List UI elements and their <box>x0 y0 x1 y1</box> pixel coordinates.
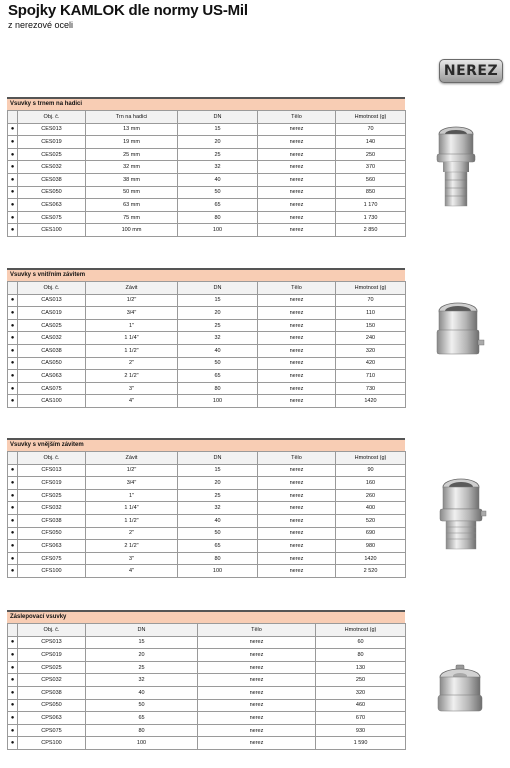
bullet-icon: ● <box>8 502 18 515</box>
table-cell: nerez <box>258 199 336 212</box>
bullet-icon: ● <box>8 527 18 540</box>
nerez-badge: NEREZ <box>439 59 503 83</box>
table-cell: nerez <box>198 649 316 662</box>
section-hose-tail <box>7 97 405 237</box>
table-cell: CPS013 <box>18 636 86 649</box>
column-header: Tělo <box>258 452 336 465</box>
table-row <box>8 489 406 502</box>
bullet-icon: ● <box>8 649 18 662</box>
product-table <box>7 623 406 750</box>
table-cell: nerez <box>258 294 336 307</box>
bullet-icon: ● <box>8 382 18 395</box>
table-cell: 150 <box>336 319 406 332</box>
table-cell: nerez <box>258 224 336 237</box>
table-cell: nerez <box>198 724 316 737</box>
table-cell: 25 <box>178 489 258 502</box>
table-row <box>8 712 406 725</box>
female-thread-adapter-image <box>433 302 487 358</box>
table-cell: 110 <box>336 307 406 320</box>
section-male-thread <box>7 438 405 578</box>
bullet-icon: ● <box>8 211 18 224</box>
table-row <box>8 674 406 687</box>
section-title: Vsuvky s trnem na hadici <box>7 97 405 110</box>
table-cell: nerez <box>258 464 336 477</box>
table-cell: CES063 <box>18 199 86 212</box>
table-cell: 2 1/2" <box>86 540 178 553</box>
table-cell: 100 <box>86 737 198 750</box>
bullet-icon: ● <box>8 540 18 553</box>
table-cell: 60 <box>316 636 406 649</box>
header-blank-cell <box>8 624 18 637</box>
table-cell: 3" <box>86 552 178 565</box>
table-cell: 1" <box>86 319 178 332</box>
column-header: Tělo <box>258 111 336 124</box>
table-cell: nerez <box>258 344 336 357</box>
table-row <box>8 395 406 408</box>
table-cell: 100 mm <box>86 224 178 237</box>
table-row <box>8 565 406 578</box>
table-cell: nerez <box>258 514 336 527</box>
table-cell: 20 <box>86 649 198 662</box>
table-cell: 20 <box>178 136 258 149</box>
product-table <box>7 451 406 578</box>
table-cell: nerez <box>258 370 336 383</box>
bullet-icon: ● <box>8 674 18 687</box>
bullet-icon: ● <box>8 186 18 199</box>
table-cell: 460 <box>316 699 406 712</box>
column-header: DN <box>86 624 198 637</box>
column-header: DN <box>178 452 258 465</box>
bullet-icon: ● <box>8 136 18 149</box>
table-cell: nerez <box>258 489 336 502</box>
table-row <box>8 540 406 553</box>
table-cell: nerez <box>198 636 316 649</box>
header-blank-cell <box>8 282 18 295</box>
table-cell: CFS032 <box>18 502 86 515</box>
table-cell: CES100 <box>18 224 86 237</box>
bullet-icon: ● <box>8 565 18 578</box>
table-cell: nerez <box>258 307 336 320</box>
table-cell: 32 <box>178 332 258 345</box>
table-header-row <box>8 282 406 295</box>
table-cell: nerez <box>258 552 336 565</box>
table-cell: CAS038 <box>18 344 86 357</box>
table-cell: nerez <box>258 173 336 186</box>
table-cell: 670 <box>316 712 406 725</box>
table-cell: 130 <box>316 661 406 674</box>
column-header: Obj. č. <box>18 624 86 637</box>
table-row <box>8 199 406 212</box>
table-cell: CAS075 <box>18 382 86 395</box>
table-cell: CAS019 <box>18 307 86 320</box>
table-row <box>8 148 406 161</box>
table-cell: nerez <box>198 712 316 725</box>
table-cell: 980 <box>336 540 406 553</box>
table-cell: 75 mm <box>86 211 178 224</box>
table-cell: CAS100 <box>18 395 86 408</box>
bullet-icon: ● <box>8 344 18 357</box>
header-blank-cell <box>8 452 18 465</box>
table-cell: 15 <box>86 636 198 649</box>
table-header-row <box>8 111 406 124</box>
table-cell: 70 <box>336 294 406 307</box>
table-cell: CES025 <box>18 148 86 161</box>
table-cell: 65 <box>178 199 258 212</box>
table-cell: CPS063 <box>18 712 86 725</box>
table-row <box>8 161 406 174</box>
table-row <box>8 477 406 490</box>
table-cell: 850 <box>336 186 406 199</box>
table-row <box>8 186 406 199</box>
table-cell: 25 <box>178 319 258 332</box>
table-header-row <box>8 624 406 637</box>
table-cell: 100 <box>178 224 258 237</box>
table-cell: 100 <box>178 565 258 578</box>
table-cell: CPS032 <box>18 674 86 687</box>
bullet-icon: ● <box>8 464 18 477</box>
bullet-icon: ● <box>8 199 18 212</box>
table-cell: 50 <box>178 357 258 370</box>
page-subtitle: z nerezové oceli <box>8 20 74 30</box>
table-cell: nerez <box>258 161 336 174</box>
table-cell: 25 <box>178 148 258 161</box>
table-row <box>8 123 406 136</box>
table-cell: 1" <box>86 489 178 502</box>
table-cell: 50 <box>86 699 198 712</box>
table-row <box>8 636 406 649</box>
column-header: Obj. č. <box>18 282 86 295</box>
table-cell: nerez <box>258 527 336 540</box>
column-header: Hmotnost (g) <box>336 452 406 465</box>
table-cell: 320 <box>336 344 406 357</box>
table-cell: CES013 <box>18 123 86 136</box>
table-cell: nerez <box>258 136 336 149</box>
bullet-icon: ● <box>8 307 18 320</box>
table-cell: 80 <box>178 552 258 565</box>
table-cell: 65 <box>178 540 258 553</box>
table-cell: CFS100 <box>18 565 86 578</box>
bullet-icon: ● <box>8 552 18 565</box>
table-row <box>8 319 406 332</box>
table-row <box>8 686 406 699</box>
table-cell: 1/2" <box>86 294 178 307</box>
table-cell: CES050 <box>18 186 86 199</box>
table-row <box>8 370 406 383</box>
table-row <box>8 344 406 357</box>
table-cell: 25 mm <box>86 148 178 161</box>
table-cell: 3/4" <box>86 307 178 320</box>
table-cell: nerez <box>258 319 336 332</box>
table-cell: 80 <box>178 211 258 224</box>
table-row <box>8 527 406 540</box>
bullet-icon: ● <box>8 148 18 161</box>
table-cell: CAS032 <box>18 332 86 345</box>
table-cell: nerez <box>258 565 336 578</box>
product-table <box>7 110 406 237</box>
table-cell: 690 <box>336 527 406 540</box>
table-row <box>8 514 406 527</box>
column-header: Závit <box>86 452 178 465</box>
table-cell: CPS100 <box>18 737 86 750</box>
table-cell: CES019 <box>18 136 86 149</box>
table-cell: 70 <box>336 123 406 136</box>
bullet-icon: ● <box>8 636 18 649</box>
table-cell: 32 mm <box>86 161 178 174</box>
section-title: Vsuvky s vnitřním závitem <box>7 268 405 281</box>
column-header: DN <box>178 282 258 295</box>
table-cell: 140 <box>336 136 406 149</box>
column-header: Hmotnost (g) <box>336 282 406 295</box>
table-row <box>8 211 406 224</box>
table-cell: 80 <box>178 382 258 395</box>
table-cell: 1 1/2" <box>86 514 178 527</box>
table-cell: CPS050 <box>18 699 86 712</box>
table-cell: 2" <box>86 527 178 540</box>
table-cell: CAS013 <box>18 294 86 307</box>
bullet-icon: ● <box>8 294 18 307</box>
table-cell: nerez <box>198 686 316 699</box>
table-cell: CFS038 <box>18 514 86 527</box>
table-cell: 15 <box>178 123 258 136</box>
table-row <box>8 357 406 370</box>
table-cell: 1 1/2" <box>86 344 178 357</box>
table-cell: 13 mm <box>86 123 178 136</box>
product-table <box>7 281 406 408</box>
table-cell: 260 <box>336 489 406 502</box>
table-cell: 50 <box>178 527 258 540</box>
bullet-icon: ● <box>8 332 18 345</box>
bullet-icon: ● <box>8 370 18 383</box>
header-blank-cell <box>8 111 18 124</box>
table-row <box>8 224 406 237</box>
table-cell: 1/2" <box>86 464 178 477</box>
table-cell: 320 <box>316 686 406 699</box>
table-row <box>8 382 406 395</box>
table-cell: 250 <box>316 674 406 687</box>
column-header: Hmotnost (g) <box>316 624 406 637</box>
table-cell: CES038 <box>18 173 86 186</box>
table-cell: nerez <box>258 357 336 370</box>
table-row <box>8 699 406 712</box>
table-row <box>8 724 406 737</box>
table-cell: 2 520 <box>336 565 406 578</box>
bullet-icon: ● <box>8 686 18 699</box>
table-cell: nerez <box>258 540 336 553</box>
bullet-icon: ● <box>8 661 18 674</box>
table-row <box>8 737 406 750</box>
bullet-icon: ● <box>8 737 18 750</box>
table-row <box>8 464 406 477</box>
table-cell: 32 <box>178 502 258 515</box>
section-title: Záslepovací vsuvky <box>7 610 405 623</box>
dust-plug-image <box>435 663 485 715</box>
table-cell: CPS019 <box>18 649 86 662</box>
table-cell: CFS075 <box>18 552 86 565</box>
table-cell: 40 <box>178 344 258 357</box>
page-title: Spojky KAMLOK dle normy US-Mil <box>8 2 248 19</box>
column-header: Tělo <box>258 282 336 295</box>
bullet-icon: ● <box>8 123 18 136</box>
table-cell: 420 <box>336 357 406 370</box>
table-cell: 1420 <box>336 395 406 408</box>
table-cell: 80 <box>86 724 198 737</box>
section-dust-plug <box>7 610 405 750</box>
table-cell: CPS075 <box>18 724 86 737</box>
table-cell: nerez <box>258 332 336 345</box>
bullet-icon: ● <box>8 724 18 737</box>
table-cell: 100 <box>178 395 258 408</box>
hose-tail-adapter-image <box>434 126 478 208</box>
table-cell: 80 <box>316 649 406 662</box>
table-cell: 3/4" <box>86 477 178 490</box>
table-cell: 65 <box>86 712 198 725</box>
bullet-icon: ● <box>8 173 18 186</box>
table-cell: 40 <box>86 686 198 699</box>
bullet-icon: ● <box>8 357 18 370</box>
table-cell: nerez <box>198 737 316 750</box>
table-cell: CAS063 <box>18 370 86 383</box>
table-row <box>8 552 406 565</box>
table-cell: 520 <box>336 514 406 527</box>
table-cell: 1 170 <box>336 199 406 212</box>
table-cell: 1 1/4" <box>86 332 178 345</box>
table-cell: 50 <box>178 186 258 199</box>
table-cell: 25 <box>86 661 198 674</box>
table-cell: 250 <box>336 148 406 161</box>
table-cell: CPS038 <box>18 686 86 699</box>
table-cell: 2 850 <box>336 224 406 237</box>
column-header: Obj. č. <box>18 452 86 465</box>
table-cell: CPS025 <box>18 661 86 674</box>
column-header: Hmotnost (g) <box>336 111 406 124</box>
table-cell: 15 <box>178 294 258 307</box>
table-cell: 1 730 <box>336 211 406 224</box>
table-cell: nerez <box>258 211 336 224</box>
table-cell: 1420 <box>336 552 406 565</box>
bullet-icon: ● <box>8 712 18 725</box>
table-cell: 730 <box>336 382 406 395</box>
bullet-icon: ● <box>8 477 18 490</box>
table-row <box>8 502 406 515</box>
table-cell: CAS050 <box>18 357 86 370</box>
table-cell: 370 <box>336 161 406 174</box>
table-cell: 400 <box>336 502 406 515</box>
table-cell: 4" <box>86 395 178 408</box>
table-cell: CFS019 <box>18 477 86 490</box>
section-female-thread <box>7 268 405 408</box>
table-cell: nerez <box>258 395 336 408</box>
table-cell: 38 mm <box>86 173 178 186</box>
bullet-icon: ● <box>8 161 18 174</box>
table-cell: 50 mm <box>86 186 178 199</box>
table-cell: 930 <box>316 724 406 737</box>
table-cell: CAS025 <box>18 319 86 332</box>
table-cell: 560 <box>336 173 406 186</box>
table-cell: CES032 <box>18 161 86 174</box>
bullet-icon: ● <box>8 514 18 527</box>
bullet-icon: ● <box>8 395 18 408</box>
table-cell: nerez <box>198 699 316 712</box>
table-row <box>8 649 406 662</box>
male-thread-adapter-image <box>437 478 487 552</box>
table-cell: nerez <box>258 186 336 199</box>
table-cell: 40 <box>178 173 258 186</box>
table-cell: 63 mm <box>86 199 178 212</box>
table-cell: 160 <box>336 477 406 490</box>
column-header: Trn na hadici <box>86 111 178 124</box>
table-row <box>8 294 406 307</box>
table-row <box>8 136 406 149</box>
table-cell: 2" <box>86 357 178 370</box>
bullet-icon: ● <box>8 699 18 712</box>
table-cell: 1 590 <box>316 737 406 750</box>
table-cell: nerez <box>198 661 316 674</box>
table-row <box>8 173 406 186</box>
table-cell: 20 <box>178 307 258 320</box>
table-cell: nerez <box>198 674 316 687</box>
table-cell: nerez <box>258 123 336 136</box>
column-header: DN <box>178 111 258 124</box>
table-cell: 4" <box>86 565 178 578</box>
table-cell: 90 <box>336 464 406 477</box>
table-cell: nerez <box>258 502 336 515</box>
bullet-icon: ● <box>8 489 18 502</box>
table-row <box>8 332 406 345</box>
table-cell: CFS025 <box>18 489 86 502</box>
bullet-icon: ● <box>8 319 18 332</box>
table-cell: 15 <box>178 464 258 477</box>
table-header-row <box>8 452 406 465</box>
table-cell: 710 <box>336 370 406 383</box>
column-header: Obj. č. <box>18 111 86 124</box>
table-cell: 1 1/4" <box>86 502 178 515</box>
table-cell: 65 <box>178 370 258 383</box>
column-header: Závit <box>86 282 178 295</box>
table-cell: 20 <box>178 477 258 490</box>
table-cell: 32 <box>86 674 198 687</box>
table-cell: CFS050 <box>18 527 86 540</box>
section-title: Vsuvky s vnějším závitem <box>7 438 405 451</box>
table-cell: 2 1/2" <box>86 370 178 383</box>
table-cell: 40 <box>178 514 258 527</box>
table-cell: CFS063 <box>18 540 86 553</box>
table-cell: CES075 <box>18 211 86 224</box>
table-cell: 32 <box>178 161 258 174</box>
table-cell: nerez <box>258 382 336 395</box>
table-row <box>8 307 406 320</box>
table-cell: CFS013 <box>18 464 86 477</box>
table-cell: nerez <box>258 477 336 490</box>
table-cell: 240 <box>336 332 406 345</box>
table-cell: 19 mm <box>86 136 178 149</box>
bullet-icon: ● <box>8 224 18 237</box>
table-cell: 3" <box>86 382 178 395</box>
column-header: Tělo <box>198 624 316 637</box>
table-cell: nerez <box>258 148 336 161</box>
table-row <box>8 661 406 674</box>
